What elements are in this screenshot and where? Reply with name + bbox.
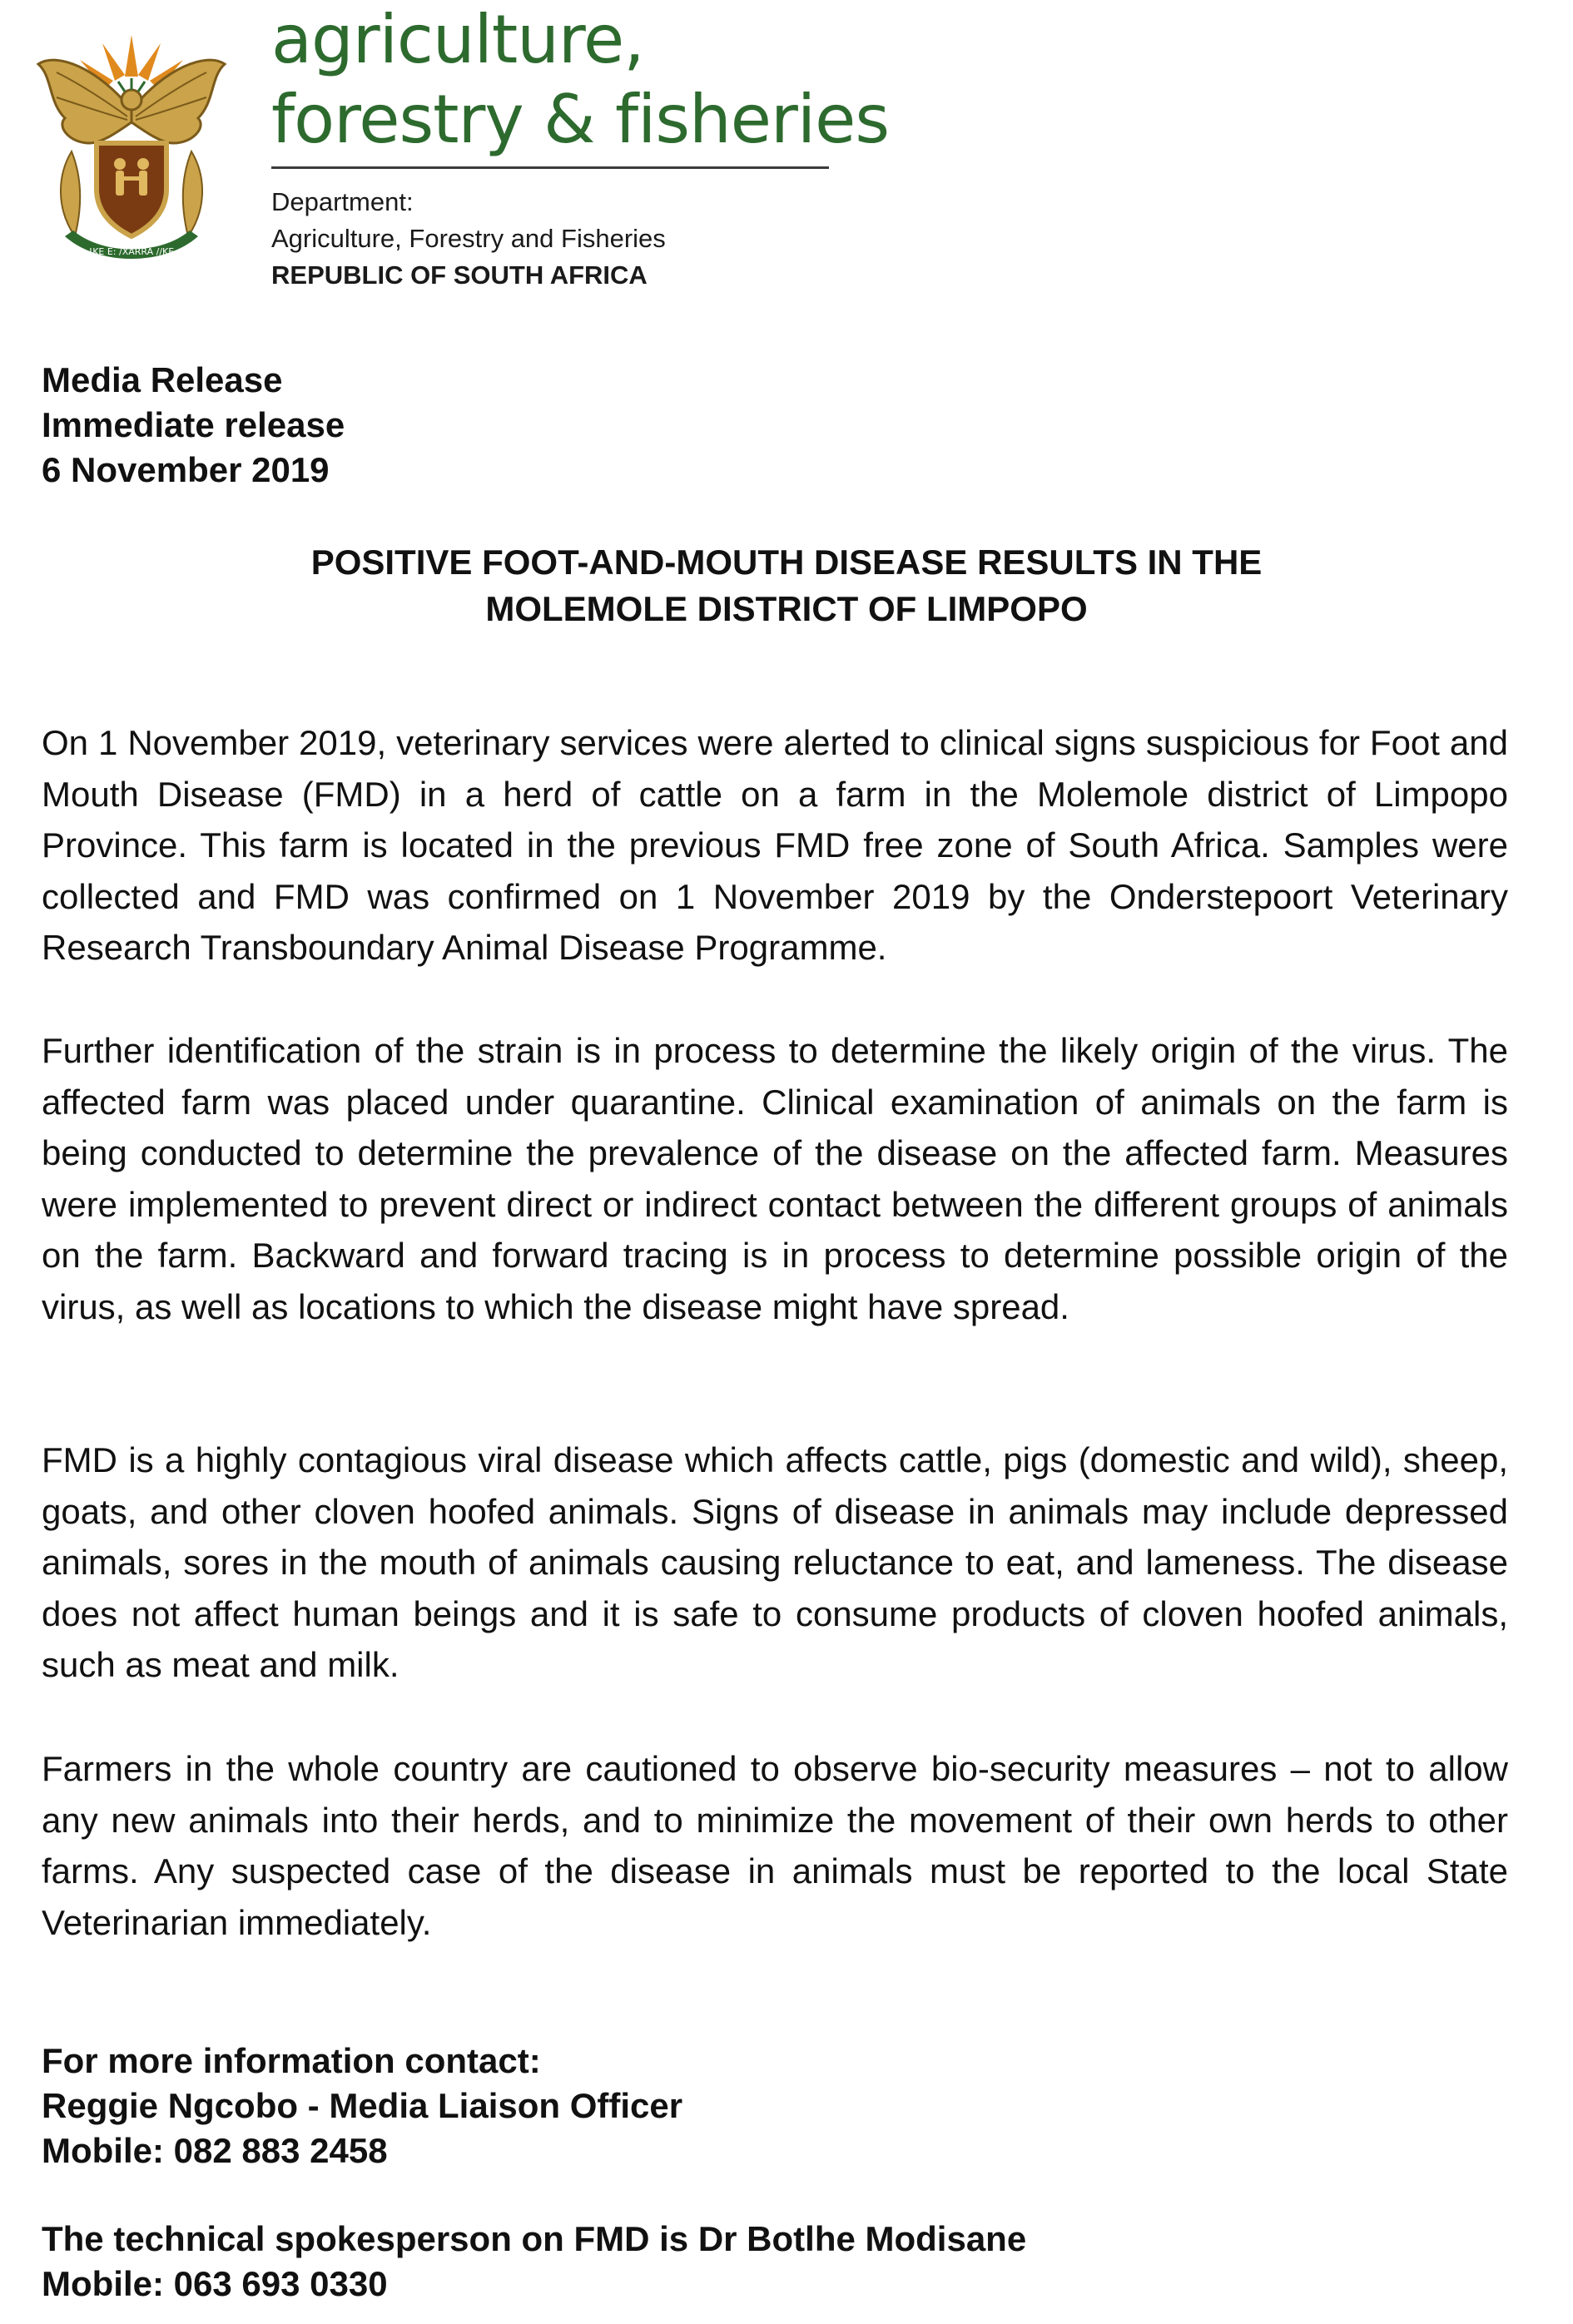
country-name: REPUBLIC OF SOUTH AFRICA <box>271 260 648 290</box>
department-name: Agriculture, Forestry and Fisheries <box>271 224 666 253</box>
coat-of-arms-icon <box>32 18 231 268</box>
release-date: 6 November 2019 <box>42 450 330 489</box>
page-title <box>0 539 1573 632</box>
release-timing: Immediate release <box>42 405 345 444</box>
brand-divider <box>271 166 829 169</box>
brand-line-1: agriculture, <box>271 1 644 78</box>
technical-contact <box>42 2217 1026 2307</box>
headline-line-2: MOLEMOLE DISTRICT OF LIMPOPO <box>485 589 1088 628</box>
crest-motto: !KE E: /XARRA //KE <box>88 246 175 257</box>
media-contact <box>42 2039 682 2173</box>
release-type: Media Release <box>42 360 283 399</box>
contact-mobile: Mobile: 082 883 2458 <box>42 2131 388 2170</box>
department-brand <box>271 0 889 294</box>
release-meta <box>42 358 345 493</box>
department-label: Department: <box>271 187 414 216</box>
shield <box>97 143 166 236</box>
headline-line-1: POSITIVE FOOT-AND-MOUTH DISEASE RESULTS IN THE <box>310 543 1263 582</box>
technical-mobile: Mobile: 063 693 0330 <box>42 2264 388 2303</box>
body-paragraph-2: Further identification of the strain is in process to determine the likely origin of the virus. The affected farm was placed under quarantine. Clinical examination of animals on the farm is being conducted to determine the prevalence of the disease on the affected farm. Measures were implemented to prevent direct or indirect contact between the different groups of animals on the farm. Backward and forward tracing is in process to determine possible origin of the virus, as well as locations to which the disease might have spread. <box>42 1031 1508 1326</box>
brand-line-2: forestry & fisheries <box>271 81 889 158</box>
body-paragraph-1: On 1 November 2019, veterinary services were alerted to clinical signs suspicious for Foot and Mouth Disease (FMD) in a herd of cattle on a farm in the Molemole district of Limpopo Province. This farm is located in the previous FMD free zone of South Africa. Samples were collected and FMD was confirmed on 1 November 2019 by the Onderstepoort Veterinary Research Transboundary Animal Disease Programme. <box>42 723 1508 967</box>
body-paragraph-3: FMD is a highly contagious viral disease which affects cattle, pigs (domestic and wild), sheep, goats, and other cloven hoofed animals. Signs of disease in animals may include depressed animals, sores in the mouth of animals causing reluctance to eat, and lameness. The disease does not affect human beings and it is safe to consume products of cloven hoofed animals, such as meat and milk. <box>42 1440 1508 1684</box>
department-block <box>271 184 837 294</box>
contact-heading: For more information contact: <box>42 2041 541 2080</box>
contact-name: Reggie Ngcobo - Media Liaison Officer <box>42 2086 683 2125</box>
technical-spokesperson: The technical spokesperson on FMD is Dr Botlhe Modisane <box>42 2219 1027 2258</box>
body-paragraph-4: Farmers in the whole country are cautioned to observe bio-security measures – not to allow any new animals into their herds, and to minimize the movement of their own herds to other farms. Any suspected case of the disease in animals must be reported to the local State Veterinarian immediately. <box>42 1749 1508 1942</box>
